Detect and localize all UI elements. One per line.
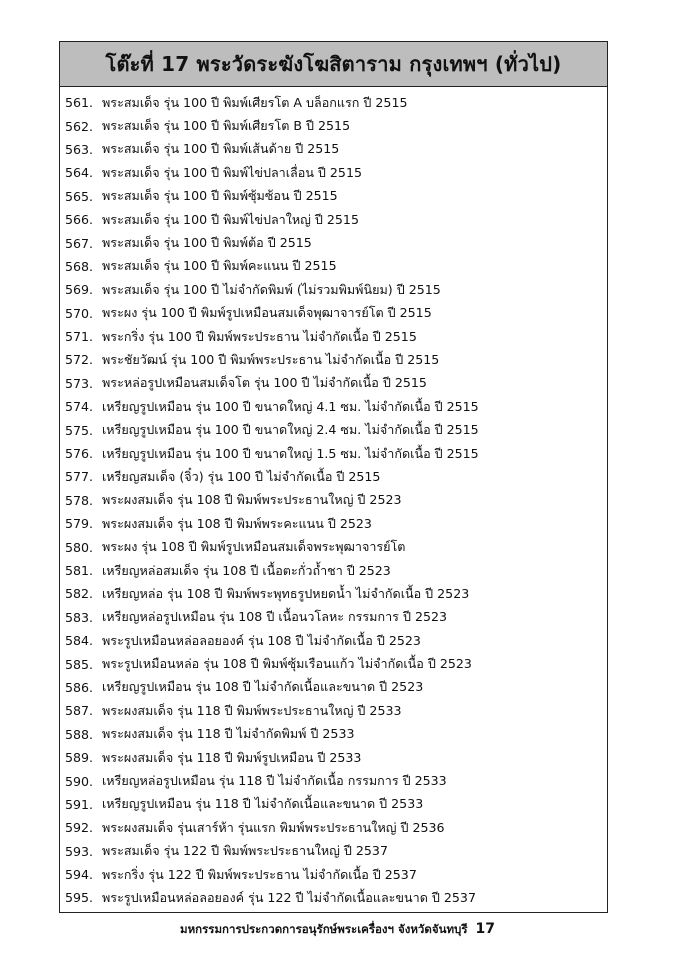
item-text: พระสมเด็จ รุ่น 100 ปี พิมพ์เศียรโต B ปี 2515 — [102, 118, 351, 134]
item-number: 595. — [64, 890, 93, 906]
item-number: 594. — [64, 867, 93, 883]
list-item — [60, 442, 607, 465]
list-item — [60, 582, 607, 605]
item-text: พระผง รุ่น 100 ปี พิมพ์รูปเหมือนสมเด็จพุฒาจารย์โต ปี 2515 — [102, 305, 432, 321]
item-number: 564. — [64, 165, 93, 181]
list-item — [60, 652, 607, 675]
item-number: 581. — [64, 563, 93, 578]
list-item — [60, 816, 607, 839]
item-number: 562. — [64, 118, 93, 134]
item-number: 577. — [64, 469, 93, 485]
item-number: 591. — [64, 796, 93, 812]
item-text: พระผงสมเด็จ รุ่น 108 ปี พิมพ์พระคะแนน ปี 2523 — [102, 515, 372, 531]
item-number: 583. — [64, 609, 93, 625]
document-frame — [59, 41, 608, 913]
item-number: 574. — [64, 399, 93, 415]
list-item — [60, 418, 607, 441]
list-item — [60, 512, 607, 535]
list-item — [60, 348, 607, 371]
item-number: 561. — [64, 95, 93, 111]
item-number: 586. — [64, 679, 93, 695]
page-footer — [0, 921, 675, 939]
item-text: พระผงสมเด็จ รุ่น 118 ปี พิมพ์พระประธานใหญ่ ปี 2533 — [102, 702, 402, 718]
item-text: พระสมเด็จ รุ่น 100 ปี พิมพ์คะแนน ปี 2515 — [102, 258, 337, 274]
list-item — [60, 278, 607, 301]
item-number: 578. — [64, 492, 93, 508]
item-number: 572. — [64, 352, 93, 368]
item-number: 567. — [64, 235, 93, 251]
item-text: พระผงสมเด็จ รุ่นเสาร์ห้า รุ่นแรก พิมพ์พระประธานใหญ่ ปี 2536 — [102, 819, 445, 835]
item-number: 563. — [64, 141, 93, 157]
item-text: เหรียญรูปเหมือน รุ่น 100 ปี ขนาดใหญ่ 2.4 ซม. ไม่จำกัดเนื้อ ปี 2515 — [102, 422, 479, 438]
list-item — [60, 395, 607, 418]
item-number: 575. — [64, 422, 93, 438]
item-text: พระชัยวัฒน์ รุ่น 100 ปี พิมพ์พระประธาน ไม่จำกัดเนื้อ ปี 2515 — [102, 351, 440, 367]
item-text: เหรียญหล่อรูปเหมือน รุ่น 118 ปี ไม่จำกัดเนื้อ กรรมการ ปี 2533 — [102, 773, 447, 789]
item-number: 585. — [64, 656, 93, 672]
item-text: พระสมเด็จ รุ่น 122 ปี พิมพ์พระประธานใหญ่ ปี 2537 — [102, 843, 388, 859]
list-item — [60, 606, 607, 629]
list-item — [60, 161, 607, 184]
item-number: 566. — [64, 212, 93, 228]
item-text: พระผงสมเด็จ รุ่น 108 ปี พิมพ์พระประธานใหญ่ ปี 2523 — [102, 492, 402, 508]
list-item — [60, 302, 607, 325]
item-text: พระรูปเหมือนหล่อ รุ่น 108 ปี พิมพ์ซุ้มเรือนแก้ว ไม่จำกัดเนื้อ ปี 2523 — [102, 656, 472, 672]
list-item — [60, 676, 607, 699]
page-number: 17 — [475, 921, 496, 937]
list-item — [60, 746, 607, 769]
item-text: เหรียญหล่อรูปเหมือน รุ่น 108 ปี เนื้อนวโลหะ กรรมการ ปี 2523 — [102, 609, 447, 625]
item-text: พระสมเด็จ รุ่น 100 ปี พิมพ์ซุ้มซ้อน ปี 2515 — [102, 188, 338, 204]
item-text: พระกริ่ง รุ่น 100 ปี พิมพ์พระประธาน ไม่จำกัดเนื้อ ปี 2515 — [102, 328, 417, 344]
item-number: 579. — [64, 516, 93, 532]
footer-text: มหกรรมการประกวดการอนุรักษ์พระเครื่องฯ จังหวัดจันทบุรี — [179, 922, 468, 936]
item-number: 576. — [64, 446, 93, 462]
item-number: 569. — [64, 282, 93, 298]
item-number: 588. — [64, 726, 93, 742]
item-text: พระสมเด็จ รุ่น 100 ปี พิมพ์ไข่ปลาเลื่อน ปี 2515 — [102, 164, 362, 180]
item-text: พระสมเด็จ รุ่น 100 ปี พิมพ์ต้อ ปี 2515 — [102, 235, 312, 251]
item-text: เหรียญหล่อ รุ่น 108 ปี พิมพ์พระพุทธรูปหยดน้ำ ไม่จำกัดเนื้อ ปี 2523 — [102, 585, 470, 601]
list-item — [60, 138, 607, 161]
item-text: พระหล่อรูปเหมือนสมเด็จโต รุ่น 100 ปี ไม่จำกัดเนื้อ ปี 2515 — [102, 375, 427, 391]
item-number: 571. — [64, 329, 93, 345]
list-item — [60, 793, 607, 816]
item-text: พระสมเด็จ รุ่น 100 ปี พิมพ์ไข่ปลาใหญ่ ปี 2515 — [102, 211, 359, 227]
list-item — [60, 699, 607, 722]
page-title: โต๊ะที่ 17 พระวัดระฆังโฆสิตาราม กรุงเทพฯ (ทั่วไป) — [60, 42, 607, 87]
list-item — [60, 114, 607, 137]
list-item — [60, 723, 607, 746]
list-item — [60, 185, 607, 208]
item-text: เหรียญรูปเหมือน รุ่น 118 ปี ไม่จำกัดเนื้อและขนาด ปี 2533 — [102, 796, 424, 812]
list-item — [60, 863, 607, 886]
item-text: เหรียญรูปเหมือน รุ่น 100 ปี ขนาดใหญ่ 4.1 ซม. ไม่จำกัดเนื้อ ปี 2515 — [102, 398, 479, 414]
item-text: พระผงสมเด็จ รุ่น 118 ปี พิมพ์รูปเหมือน ปี 2533 — [102, 749, 362, 765]
item-text: พระรูปเหมือนหล่อลอยองค์ รุ่น 108 ปี ไม่จำกัดเนื้อ ปี 2523 — [102, 632, 421, 648]
list-item — [60, 325, 607, 348]
item-number: 565. — [64, 188, 93, 204]
list-item — [60, 372, 607, 395]
item-number: 584. — [64, 633, 93, 649]
item-text: พระสมเด็จ รุ่น 100 ปี พิมพ์เศียรโต A บล็อกแรก ปี 2515 — [102, 94, 408, 110]
item-text: พระผงสมเด็จ รุ่น 118 ปี ไม่จำกัดพิมพ์ ปี 2533 — [102, 726, 355, 742]
item-number: 568. — [64, 258, 93, 274]
item-number: 582. — [64, 586, 93, 602]
list-item — [60, 489, 607, 512]
item-list — [60, 91, 607, 910]
item-text: เหรียญสมเด็จ (จิ๋ว) รุ่น 100 ปี ไม่จำกัดเนื้อ ปี 2515 — [102, 468, 381, 484]
item-number: 593. — [64, 843, 93, 859]
item-text: พระผง รุ่น 108 ปี พิมพ์รูปเหมือนสมเด็จพระพุฒาจารย์โต — [102, 539, 406, 555]
list-item — [60, 465, 607, 488]
list-item — [60, 886, 607, 909]
list-item — [60, 91, 607, 114]
item-text: พระกริ่ง รุ่น 122 ปี พิมพ์พระประธาน ไม่จำกัดเนื้อ ปี 2537 — [102, 866, 417, 882]
list-item — [60, 559, 607, 582]
list-item — [60, 629, 607, 652]
item-text: เหรียญรูปเหมือน รุ่น 108 ปี ไม่จำกัดเนื้อและขนาด ปี 2523 — [102, 679, 424, 695]
item-number: 592. — [64, 820, 93, 836]
item-text: พระสมเด็จ รุ่น 100 ปี ไม่จำกัดพิมพ์ (ไม่รวมพิมพ์นิยม) ปี 2515 — [102, 281, 441, 297]
list-item — [60, 255, 607, 278]
item-number: 589. — [64, 750, 93, 766]
item-number: 587. — [64, 703, 93, 719]
list-item — [60, 769, 607, 792]
item-number: 580. — [64, 539, 93, 555]
item-text: พระสมเด็จ รุ่น 100 ปี พิมพ์เส้นด้าย ปี 2515 — [102, 141, 340, 157]
list-item — [60, 208, 607, 231]
item-number: 573. — [64, 375, 93, 391]
list-item — [60, 535, 607, 558]
item-number: 590. — [64, 773, 93, 789]
list-item — [60, 231, 607, 254]
item-number: 570. — [64, 305, 93, 321]
item-text: พระรูปเหมือนหล่อลอยองค์ รุ่น 122 ปี ไม่จำกัดเนื้อและขนาด ปี 2537 — [102, 889, 476, 905]
item-text: เหรียญหล่อสมเด็จ รุ่น 108 ปี เนื้อตะกั่วถ้ำชา ปี 2523 — [102, 562, 391, 578]
list-item — [60, 840, 607, 863]
item-text: เหรียญรูปเหมือน รุ่น 100 ปี ขนาดใหญ่ 1.5 ซม. ไม่จำกัดเนื้อ ปี 2515 — [102, 445, 479, 461]
